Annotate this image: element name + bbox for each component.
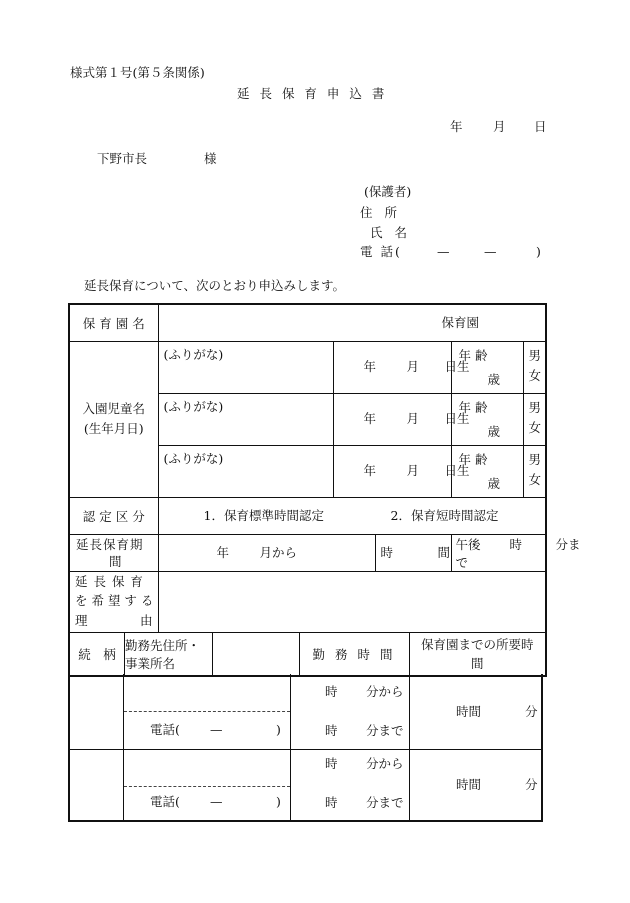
- commute-hour: 時間: [456, 777, 482, 792]
- work-min-from: 分から: [366, 684, 404, 699]
- sex-female: 女: [528, 419, 542, 435]
- birth-month: 月: [406, 410, 420, 426]
- period-row: [69, 534, 546, 571]
- period-start-field[interactable]: [158, 534, 375, 571]
- cert-label: 認 定 区 分: [82, 508, 145, 524]
- date-year-label: 年: [450, 119, 463, 134]
- period-label-line2: 間: [109, 553, 122, 569]
- birth-month: 月: [406, 358, 420, 374]
- date-month-label: 月: [493, 119, 506, 134]
- birth-year: 年: [363, 358, 377, 374]
- period-from: 月から: [259, 544, 298, 560]
- reason-label-line4: 由: [140, 612, 153, 628]
- sex-male: 男: [528, 451, 542, 467]
- sex-male: 男: [528, 347, 542, 363]
- age-unit: 歳: [487, 371, 501, 387]
- child-age-field[interactable]: [451, 445, 523, 497]
- work-min-to: 分まで: [366, 723, 404, 738]
- phone-separator-2: —: [484, 244, 497, 259]
- nursery-name-field[interactable]: [158, 304, 546, 341]
- period-pm: 午後: [455, 536, 481, 552]
- commute-hour: 時間: [456, 704, 482, 719]
- age-label: 年 齢: [458, 347, 488, 363]
- work-phone-close: ): [276, 722, 281, 737]
- col-commute-cell: [409, 632, 546, 676]
- furigana-label: (ふりがな): [163, 450, 224, 466]
- furigana-label: (ふりがな): [163, 398, 224, 414]
- child-name-field[interactable]: [158, 341, 333, 393]
- address-label: 住 所: [360, 205, 401, 220]
- work-phone-dash: —: [210, 794, 223, 809]
- certification-row: [69, 497, 546, 534]
- period-time-hour: 時: [509, 536, 523, 552]
- period-between: 間: [437, 544, 451, 560]
- birth-day: 日生: [444, 358, 470, 374]
- child-label-line1: 入園児童名: [82, 401, 145, 416]
- age-label: 年 齢: [458, 399, 488, 415]
- period-end-field[interactable]: [451, 534, 581, 571]
- cert-label-cell: [69, 497, 158, 534]
- furigana-label: (ふりがな): [163, 346, 224, 362]
- child-row: [69, 341, 546, 393]
- addressee: 下野市長: [97, 151, 148, 166]
- phone-separator-1: —: [437, 244, 450, 259]
- child-sex-field[interactable]: [523, 393, 546, 445]
- sex-female: 女: [528, 471, 542, 487]
- period-hour: 時: [380, 544, 394, 560]
- age-label: 年 齢: [458, 451, 488, 467]
- phone-label: 電 話(: [360, 244, 402, 259]
- child-sex-field[interactable]: [523, 445, 546, 497]
- col-commute-line2: 間: [470, 655, 484, 671]
- work-min-from: 分から: [366, 756, 404, 771]
- form-number: 様式第１号(第５条関係): [70, 65, 205, 80]
- age-unit: 歳: [487, 423, 501, 439]
- intro-text: 延長保育について、次のとおり申込みします。: [84, 278, 346, 293]
- birth-month: 月: [406, 462, 420, 478]
- birth-year: 年: [363, 462, 377, 478]
- sex-female: 女: [528, 367, 542, 383]
- work-min-to: 分まで: [366, 795, 404, 810]
- date-day-label: 日: [534, 119, 547, 134]
- period-year: 年: [216, 544, 230, 560]
- work-hour-from: 時: [325, 756, 338, 771]
- work-phone-open: 電話(: [150, 722, 180, 737]
- period-min: 分ま: [555, 536, 581, 552]
- work-header-row: [69, 632, 546, 676]
- work-phone-open: 電話(: [150, 794, 180, 809]
- child-birthdate-field[interactable]: [333, 445, 470, 497]
- guardian-label: (保護者): [364, 184, 412, 199]
- child-sex-field[interactable]: [523, 341, 546, 393]
- nursery-label-cell: [69, 304, 158, 341]
- age-unit: 歳: [487, 475, 501, 491]
- commute-min: 分: [525, 777, 538, 792]
- col-commute-line1: 保育園までの所要時: [420, 636, 534, 652]
- honorific: 様: [204, 151, 217, 166]
- reason-label-cell: [69, 571, 158, 632]
- work-hour-to: 時: [325, 723, 338, 738]
- work-hour-to: 時: [325, 795, 338, 810]
- reason-label-line3: 理: [75, 612, 88, 628]
- col-workplace: 勤務先住所・事業所名: [125, 637, 201, 671]
- child-age-field[interactable]: [451, 341, 523, 393]
- work-phone-dash: —: [210, 722, 223, 737]
- col-worktime-cell: [212, 632, 409, 676]
- nursery-row: [69, 304, 546, 341]
- work-col-headers-left: [69, 632, 212, 676]
- sex-male: 男: [528, 399, 542, 415]
- form-title: 延 長 保 育 申 込 書: [237, 86, 388, 101]
- period-de: で: [455, 554, 469, 570]
- child-name-field[interactable]: [158, 393, 333, 445]
- cert-option-short[interactable]: 2．保育短時間認定: [390, 507, 499, 523]
- reason-label-line2: を 希 望 す る: [75, 592, 154, 608]
- cert-option-standard[interactable]: 1．保育標準時間認定: [203, 507, 324, 523]
- name-label: 氏 名: [370, 225, 411, 240]
- nursery-label: 保 育 園 名: [82, 315, 145, 331]
- child-birthdate-field[interactable]: [333, 341, 470, 393]
- work-hour-from: 時: [325, 684, 338, 699]
- col-relation: 続 柄: [70, 633, 125, 675]
- work-rows-block: [68, 674, 543, 822]
- reason-field[interactable]: [158, 571, 546, 632]
- period-hours-field[interactable]: [375, 534, 451, 571]
- reason-label-line1: 延 長 保 育: [75, 573, 144, 589]
- birth-year: 年: [363, 410, 377, 426]
- period-label-cell: [69, 534, 158, 571]
- nursery-suffix: 保育園: [441, 315, 480, 330]
- child-label-line2: (生年月日): [83, 421, 144, 436]
- reason-row: [69, 571, 546, 632]
- period-label-line1: 延長保育期: [76, 536, 144, 552]
- application-form-table: [68, 303, 581, 677]
- child-age-field[interactable]: [451, 393, 523, 445]
- phone-close: ): [536, 244, 541, 259]
- child-birthdate-field[interactable]: [333, 393, 470, 445]
- child-label-cell: [69, 341, 158, 497]
- child-name-field[interactable]: [158, 445, 333, 497]
- birth-day: 日生: [444, 462, 470, 478]
- commute-min: 分: [525, 704, 538, 719]
- cert-options: [158, 497, 546, 534]
- col-worktime: 勤 務 時 間: [299, 633, 409, 675]
- birth-day: 日生: [444, 410, 470, 426]
- work-phone-close: ): [276, 794, 281, 809]
